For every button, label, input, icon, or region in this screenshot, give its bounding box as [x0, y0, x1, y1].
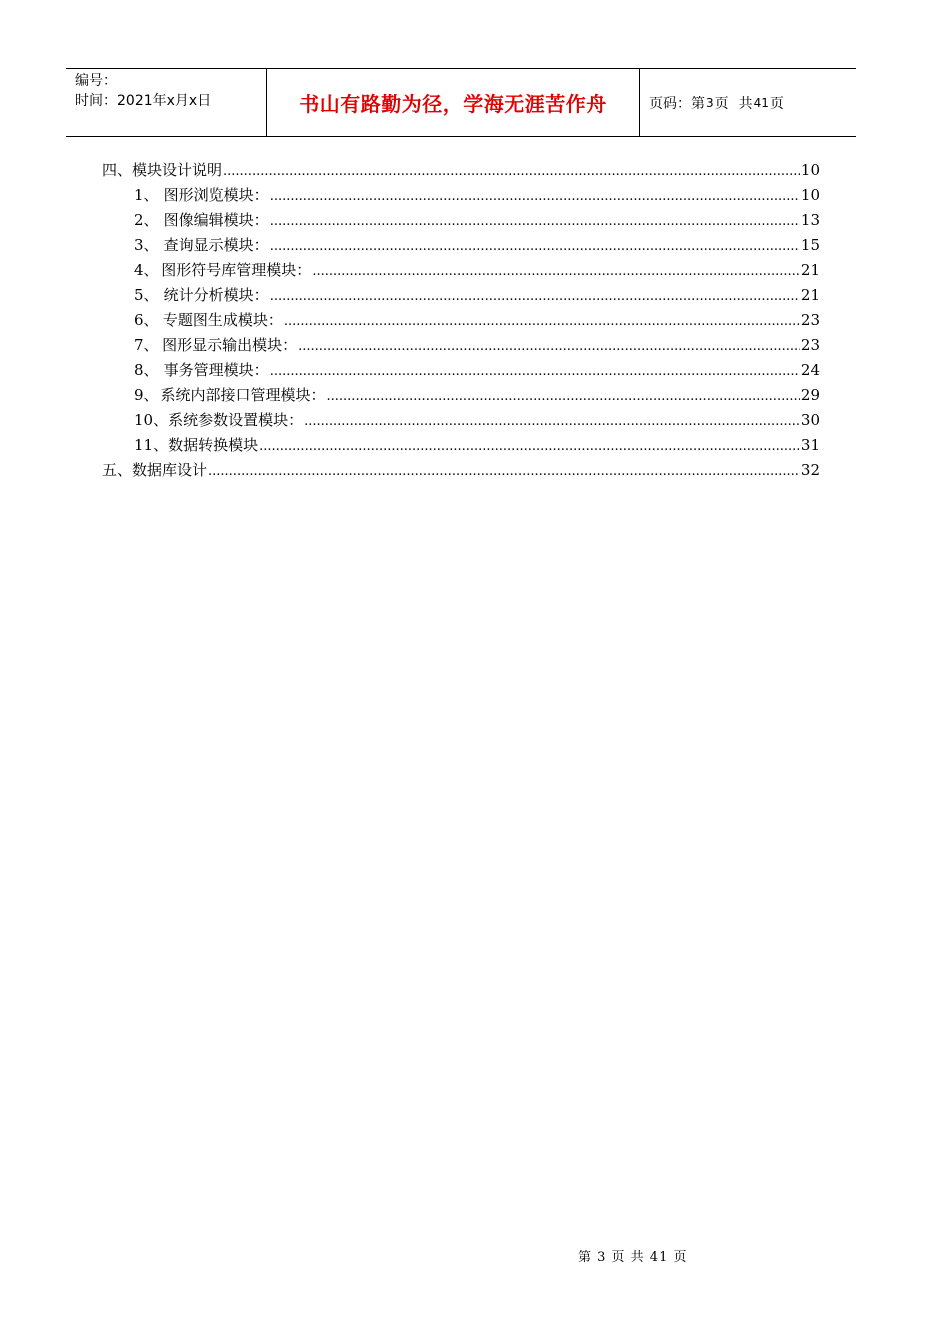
toc-entry-label: 查询显示模块： — [163, 236, 269, 254]
page-footer: 第 3 页 共 41 页 — [578, 1250, 688, 1265]
toc-entry[interactable] — [102, 408, 820, 433]
toc-entry-label: 图形符号库管理模块： — [161, 261, 312, 279]
toc-dot-leader — [270, 184, 800, 209]
header-page-current: 3 — [706, 95, 714, 110]
toc-entry-page: 30 — [800, 411, 820, 429]
toc-dot-leader — [270, 359, 800, 384]
toc-entry[interactable] — [102, 233, 820, 258]
toc-entry-page: 13 — [800, 211, 820, 229]
table-of-contents — [102, 158, 820, 483]
header-code-label: 编号： — [75, 73, 117, 89]
toc-entry[interactable] — [102, 383, 820, 408]
toc-entry-label: 五、数据库设计 — [102, 461, 208, 479]
toc-entry-page: 23 — [800, 336, 820, 354]
toc-entry-page: 29 — [800, 386, 820, 404]
toc-entry[interactable] — [102, 258, 820, 283]
toc-entry[interactable] — [102, 208, 820, 233]
toc-entry-label: 图形浏览模块： — [163, 186, 269, 204]
toc-entry-page: 31 — [800, 436, 820, 454]
toc-entry-label: 统计分析模块： — [163, 286, 269, 304]
header-total-unit: 页 — [769, 95, 784, 112]
toc-entry-number: 9、 — [134, 386, 159, 404]
toc-entry-page: 10 — [800, 161, 820, 179]
toc-entry-page: 23 — [800, 311, 820, 329]
toc-entry-label: 图形显示输出模块： — [162, 336, 298, 354]
toc-entry[interactable] — [102, 283, 820, 308]
toc-entry-label: 数据转换模块 — [168, 436, 259, 454]
toc-entry-page: 15 — [800, 236, 820, 254]
toc-entry[interactable] — [102, 358, 820, 383]
toc-dot-leader — [270, 284, 800, 309]
toc-entry-number: 3、 — [134, 236, 159, 254]
toc-dot-leader — [223, 159, 800, 184]
toc-entry-page: 10 — [800, 186, 820, 204]
header-total-prefix: 共 — [738, 95, 753, 112]
toc-entry[interactable] — [102, 458, 820, 483]
toc-entry-number: 7、 — [134, 336, 159, 354]
toc-entry-label: 图像编辑模块： — [163, 211, 269, 229]
header-time-label: 时间：2021年x月x日 — [75, 93, 212, 109]
toc-entry-label: 事务管理模块： — [163, 361, 269, 379]
toc-entry[interactable] — [102, 158, 820, 183]
toc-dot-leader — [312, 259, 800, 284]
toc-entry[interactable] — [102, 433, 820, 458]
toc-dot-leader — [259, 434, 800, 459]
toc-entry-page: 21 — [800, 261, 820, 279]
header-page-info — [640, 69, 856, 136]
toc-entry-number: 10、 — [134, 411, 169, 429]
toc-entry-label: 系统内部接口管理模块： — [160, 386, 326, 404]
toc-dot-leader — [208, 459, 800, 484]
toc-entry[interactable] — [102, 333, 820, 358]
header-motto: 书山有路勤为径，学海无涯苦作舟 — [267, 69, 640, 136]
toc-entry-number: 5、 — [134, 286, 159, 304]
toc-dot-leader — [270, 209, 800, 234]
toc-entry-number: 6、 — [134, 311, 159, 329]
header-page-unit: 页 — [714, 95, 729, 112]
toc-dot-leader — [298, 334, 800, 359]
toc-entry-number: 11、 — [134, 436, 169, 454]
toc-dot-leader — [284, 309, 800, 334]
toc-entry-label: 四、模块设计说明 — [102, 161, 223, 179]
toc-dot-leader — [270, 234, 800, 259]
toc-entry-number: 4、 — [134, 261, 159, 279]
page-header — [66, 68, 856, 137]
header-meta — [66, 69, 267, 136]
toc-entry[interactable] — [102, 308, 820, 333]
toc-entry-number: 1、 — [134, 186, 159, 204]
header-page-prefix: 页码：第 — [649, 95, 705, 112]
toc-entry-page: 24 — [800, 361, 820, 379]
toc-entry-page: 21 — [800, 286, 820, 304]
toc-entry-number: 8、 — [134, 361, 159, 379]
header-total-pages: 41 — [753, 95, 769, 110]
toc-dot-leader — [304, 409, 800, 434]
toc-entry[interactable] — [102, 183, 820, 208]
toc-dot-leader — [327, 384, 800, 409]
toc-entry-label: 系统参数设置模块： — [168, 411, 304, 429]
toc-entry-number: 2、 — [134, 211, 159, 229]
toc-entry-label: 专题图生成模块： — [162, 311, 283, 329]
toc-entry-page: 32 — [800, 461, 820, 479]
